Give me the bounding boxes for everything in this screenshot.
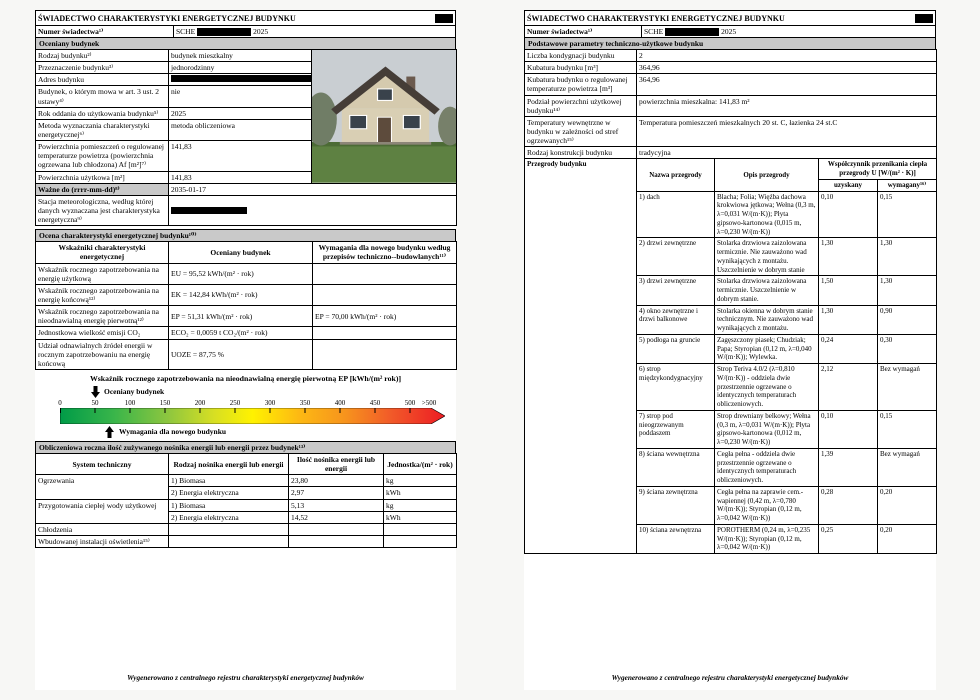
table-row — [36, 50, 457, 62]
document-title: ŚWIADECTWO CHARAKTERYSTYKI ENERGETYCZNEJ BUDYNKU — [38, 13, 296, 23]
validity-table — [35, 183, 457, 227]
amount-cell: 5,13 — [289, 499, 384, 511]
system-label: Przygotowania ciepłej wody użytkowej — [36, 499, 169, 523]
carrier-cell: 1) Biomasa — [169, 475, 289, 487]
field-value: 364,96 — [637, 62, 937, 74]
ep-scale — [35, 373, 456, 441]
field-value: budynek mieszkalny — [169, 50, 312, 62]
field-label: Metoda wyznaczania charakterystyki energetycznej⁶⁾ — [36, 119, 169, 140]
field-value: 364,96 — [637, 74, 937, 95]
u-achieved: 1,30 — [819, 238, 878, 276]
field-value: nie — [169, 86, 312, 107]
u-required: 1,30 — [878, 238, 937, 276]
certificate-number-year: 2025 — [721, 27, 737, 36]
u-required: 0,20 — [878, 524, 937, 553]
indicator-value: ECO₂ = 0,0059 t CO₂/(m² · rok) — [169, 327, 313, 339]
partition-name: 7) strop pod nieogrzewanym poddaszem — [637, 410, 715, 448]
u-required: 0,30 — [878, 334, 937, 363]
empty-cell — [384, 535, 457, 547]
field-label: Przeznaczenie budynku³⁾ — [36, 62, 169, 74]
field-label: Powierzchnia pomieszczeń o regulowanej temperaturze powietrza (powierzchnia ogrzewana lub chłodzona) Af [m²]⁷⁾ — [36, 141, 169, 171]
column-subheader: wymagany¹⁶⁾ — [878, 179, 937, 191]
tick-label: 150 — [159, 398, 171, 407]
table-row — [525, 74, 937, 95]
column-header: Rodzaj nośnika energii lub energii — [169, 453, 289, 474]
certificate-number-row — [35, 25, 456, 38]
table-row — [525, 147, 937, 159]
requirement-marker-up-arrow-icon — [105, 425, 114, 443]
column-header: Wskaźniki charakterystyki energetycznej — [36, 242, 169, 263]
unit-cell: kg — [384, 475, 457, 487]
table-row — [36, 183, 457, 195]
indicator-label: Jednostkowa wielkość emisji CO₂ — [36, 327, 169, 339]
field-label: Budynek, o którym mowa w art. 3 ust. 2 ustawy⁴⁾ — [36, 86, 169, 107]
tick-label: 500 — [404, 398, 416, 407]
column-header: Nazwa przegrody — [637, 159, 715, 191]
empty-cell — [289, 535, 384, 547]
certificate-number-prefix: SCHE — [644, 27, 664, 36]
weather-station-value — [169, 195, 457, 225]
table-row — [36, 523, 457, 535]
amount-cell: 23,80 — [289, 475, 384, 487]
partition-name: 5) podłoga na gruncie — [637, 334, 715, 363]
redaction-box — [915, 14, 933, 23]
building-info-table — [35, 49, 457, 184]
u-required: 1,30 — [878, 276, 937, 305]
document-title: ŚWIADECTWO CHARAKTERYSTYKI ENERGETYCZNEJ BUDYNKU — [527, 13, 785, 23]
u-required: 0,20 — [878, 486, 937, 524]
column-subheader: uzyskany — [819, 179, 878, 191]
certificate-page-1 — [35, 10, 456, 690]
indicator-requirement: EP = 70,00 kWh/(m² · rok) — [313, 306, 457, 327]
u-achieved: 1,30 — [819, 305, 878, 334]
indicator-value: EP = 51,31 kWh/(m² · rok) — [169, 306, 313, 327]
u-achieved: 1,50 — [819, 276, 878, 305]
indicator-requirement — [313, 327, 457, 339]
partition-description: Stolarka drzwiowa zaizolowana termicznie. Uszczelnienie w dobrym stanie. — [715, 276, 819, 305]
indicator-requirement — [313, 263, 457, 284]
partition-name: 10) ściana zewnętrzna — [637, 524, 715, 553]
indicator-label: Wskaźnik rocznego zapotrzebowania na energię końcową¹²⁾ — [36, 284, 169, 305]
u-required: 0,90 — [878, 305, 937, 334]
empty-cell — [169, 535, 289, 547]
indicator-requirement — [313, 339, 457, 369]
tick-label: >500 — [421, 398, 437, 407]
partition-name: 4) okno zewnętrzne i drzwi balkonowe — [637, 305, 715, 334]
partition-description: Strop drewniany belkowy; Wełna (0,3 m, λ=0,031 W/(m·K)); Płyta gipsowo-kartonowa (0,012 m, λ=0,230 W/(m·K)) — [715, 410, 819, 448]
partition-name: 1) dach — [637, 191, 715, 238]
partition-description: POROTHERM (0,24 m, λ=0,235 W/(m·K)); Styropian (0,12 m, λ=0,042 W/(m·K)) — [715, 524, 819, 553]
partition-description: Strop Teriva 4.0/2 (λ=0,810 W/(m·K)) - oddziela dwie przestrzennie ogrzewane o identycznych temperaturach obliczeniowych. — [715, 364, 819, 411]
u-achieved: 1,39 — [819, 448, 878, 486]
consumption-table — [35, 453, 457, 548]
u-required: Bez wymagań — [878, 364, 937, 411]
empty-cell — [384, 523, 457, 535]
table-row — [36, 499, 457, 511]
unit-cell: kWh — [384, 511, 457, 523]
table-row — [525, 159, 937, 180]
field-value: jednorodzinny — [169, 62, 312, 74]
u-achieved: 0,10 — [819, 410, 878, 448]
certificate-number-label: Numer świadectwa¹⁾ — [524, 25, 642, 38]
table-row — [36, 339, 457, 369]
tick-label: 450 — [369, 398, 381, 407]
table-row — [36, 453, 457, 474]
partition-description: Cegła pełna - oddziela dwie przestrzennie ogrzewane o identycznych temperaturach obliczeniowych. — [715, 448, 819, 486]
building-photo — [312, 50, 456, 183]
partition-name: 9) ściana zewnętrzna — [637, 486, 715, 524]
tick-label: 200 — [194, 398, 206, 407]
indicator-label: Wskaźnik rocznego zapotrzebowania na energię użytkową — [36, 263, 169, 284]
tick-label: 300 — [264, 398, 276, 407]
u-required: 0,15 — [878, 191, 937, 238]
certificate-number-prefix: SCHE — [176, 27, 196, 36]
field-label: Rodzaj budynku²⁾ — [36, 50, 169, 62]
table-row — [525, 95, 937, 116]
redaction-box — [435, 14, 453, 23]
unit-cell: kWh — [384, 487, 457, 499]
field-value: Temperatura pomieszczeń mieszkalnych 20 st. C, łazienka 24 st.C — [637, 116, 937, 146]
section-parameters-header: Podstawowe parametry techniczno-użytkowe budynku — [524, 37, 936, 50]
column-header: Jednostka/(m² · rok) — [384, 453, 457, 474]
partition-description: Stolarka drzwiowa zaizolowana termicznie. Nie zauważono wad wynikających z montażu. Uszczelnienie w dobrym stanie — [715, 238, 819, 276]
partition-name: 8) ściana wewnętrzna — [637, 448, 715, 486]
u-achieved: 0,24 — [819, 334, 878, 363]
unit-cell: kg — [384, 499, 457, 511]
table-row — [36, 242, 457, 263]
ep-scale-title: Wskaźnik rocznego zapotrzebowania na nieodnawialną energię pierwotną EP [kWh/(m² rok)] — [89, 373, 402, 383]
indicator-label: Wskaźnik rocznego zapotrzebowania na nieodnawialną energię pierwotną¹²⁾ — [36, 306, 169, 327]
column-header: Oceniany budynek — [169, 242, 313, 263]
table-row — [36, 195, 457, 225]
empty-cell — [289, 523, 384, 535]
certificate-number-label: Numer świadectwa¹⁾ — [35, 25, 174, 38]
parameters-table — [524, 49, 937, 159]
field-label: Rok oddania do użytkowania budynku⁵⁾ — [36, 107, 169, 119]
indicator-requirement — [313, 284, 457, 305]
assessment-table — [35, 241, 457, 370]
requirement-marker-label: Wymagania dla nowego budynku — [119, 426, 227, 436]
u-achieved: 0,25 — [819, 524, 878, 553]
field-value: 2025 — [169, 107, 312, 119]
weather-station-label: Stacja meteorologiczna, według której danych wyznaczana jest charakterystyka energetyczna⁹⁾ — [36, 195, 169, 225]
partition-description: Stolarka okienna w dobrym stanie technicznym. Nie zauważono wad wynikających z montażu. — [715, 305, 819, 334]
u-achieved: 2,12 — [819, 364, 878, 411]
field-value — [169, 74, 312, 86]
page-footer: Wygenerowano z centralnego rejestru charakterystyki energetycznej budynków — [127, 673, 364, 682]
u-achieved: 0,10 — [819, 191, 878, 238]
valid-until-value: 2035-01-17 — [169, 183, 457, 195]
certificate-number-value — [642, 25, 936, 38]
carrier-cell: 1) Biomasa — [169, 499, 289, 511]
section-building-header: Oceniany budynek — [35, 37, 456, 50]
envelope-table — [524, 158, 937, 554]
field-value: powierzchnia mieszkalna: 141,83 m² — [637, 95, 937, 116]
partition-name: 6) strop międzykondygnacyjny — [637, 364, 715, 411]
certificate-number-year: 2025 — [253, 27, 269, 36]
u-required: Bez wymagań — [878, 448, 937, 486]
column-header: System techniczny — [36, 453, 169, 474]
section-assessment-header: Ocena charakterystyki energetycznej budynku¹⁰⁾ — [35, 229, 456, 242]
section-consumption-header: Obliczeniowa roczna ilość zużywanego nośnika energii lub energii przez budynek¹³⁾ — [35, 441, 456, 454]
partition-description: Cegła pełna na zaprawie cem.-wapiennej (0,42 m, λ=0,780 W/(m·K)); Styropian (0,12 m, λ=0,042 W/(m·K)) — [715, 486, 819, 524]
envelope-section-label: Przegrody budynku — [525, 159, 637, 554]
partition-name: 3) drzwi zewnętrzne — [637, 276, 715, 305]
indicator-label: Udział odnawialnych źródeł energii w rocznym zapotrzebowaniu na energię końcową — [36, 339, 169, 369]
redaction-box — [171, 207, 247, 214]
tick-label: 0 — [58, 398, 62, 407]
u-required: 0,15 — [878, 410, 937, 448]
amount-cell: 14,52 — [289, 511, 384, 523]
certificate-number-value — [174, 25, 456, 38]
certificate-number-row — [524, 25, 936, 38]
building-photo-cell — [312, 50, 457, 184]
system-label: Chłodzenia — [36, 523, 169, 535]
field-label: Podział powierzchni użytkowej budynku¹⁴⁾ — [525, 95, 637, 116]
redaction-box — [171, 75, 329, 82]
certificate-page-2 — [524, 10, 936, 690]
tick-label: 350 — [299, 398, 311, 407]
building-marker-label: Oceniany budynek — [104, 386, 165, 396]
indicator-value: EK = 142,84 kWh/(m² · rok) — [169, 284, 313, 305]
page-footer: Wygenerowano z centralnego rejestru charakterystyki energetycznej budynków — [611, 673, 849, 682]
column-header: Ilość nośnika energii lub energii — [289, 453, 384, 474]
field-label: Rodzaj konstrukcji budynku — [525, 147, 637, 159]
partition-description: Blacha; Folia; Więźba dachowa krokwiowa jętkowa; Wełna (0,3 m, λ=0,031 W/(m·K)); Płyta gipsowo-kartonowa (0,015 m, λ=0,230 W/(m·K)) — [715, 191, 819, 238]
amount-cell: 2,97 — [289, 487, 384, 499]
indicator-value: EU = 95,52 kWh/(m² · rok) — [169, 263, 313, 284]
table-row — [36, 327, 457, 339]
carrier-cell: 2) Energia elektryczna — [169, 487, 289, 499]
tick-label: 100 — [124, 398, 136, 407]
field-value: metoda obliczeniowa — [169, 119, 312, 140]
field-value: 2 — [637, 50, 937, 62]
column-header: Opis przegrody — [715, 159, 819, 191]
field-value: 141,83 — [169, 171, 312, 183]
partition-name: 2) drzwi zewnętrzne — [637, 238, 715, 276]
table-row — [525, 62, 937, 74]
carrier-cell: 2) Energia elektryczna — [169, 511, 289, 523]
redaction-box — [197, 28, 251, 36]
table-row — [36, 263, 457, 284]
system-label: Wbudowanej instalacji oświetlenia¹⁵⁾ — [36, 535, 169, 547]
tick-label: 400 — [334, 398, 346, 407]
system-label: Ogrzewania — [36, 475, 169, 499]
column-header: Wymagania dla nowego budynku według przepisów techniczno--budowlanych¹¹⁾ — [313, 242, 457, 263]
ep-gradient-bar — [60, 408, 445, 429]
empty-cell — [169, 523, 289, 535]
redaction-box — [665, 28, 719, 36]
u-achieved: 0,28 — [819, 486, 878, 524]
indicator-value: UOZE = 87,75 % — [169, 339, 313, 369]
field-label: Temperatury wewnętrzne w budynku w zależności od stref ogrzewanych¹⁵⁾ — [525, 116, 637, 146]
tick-label: 250 — [229, 398, 241, 407]
table-row — [525, 116, 937, 146]
field-label: Powierzchnia użytkowa [m²] — [36, 171, 169, 183]
field-label: Adres budynku — [36, 74, 169, 86]
table-row — [525, 50, 937, 62]
valid-until-label: Ważne do (rrrr-mm-dd)⁸⁾ — [36, 183, 169, 195]
table-row — [36, 475, 457, 487]
table-row — [36, 306, 457, 327]
tick-label: 50 — [91, 398, 99, 407]
column-header: Współczynnik przenikania ciepła przegrody U [W/(m² · K)] — [819, 159, 937, 180]
field-label: Liczba kondygnacji budynku — [525, 50, 637, 62]
ep-scale-ticks — [60, 399, 445, 407]
field-label: Kubatura budynku [m³] — [525, 62, 637, 74]
partition-description: Zagęszczony piasek; Chudziak; Papa; Styropian (0,12 m, λ=0,040 W/(m·K)); Wylewka. — [715, 334, 819, 363]
field-value: tradycyjna — [637, 147, 937, 159]
field-label: Kubatura budynku o regulowanej temperaturze powietrza [m³] — [525, 74, 637, 95]
document-header — [35, 10, 456, 26]
field-value: 141,83 — [169, 141, 312, 171]
table-row — [36, 284, 457, 305]
table-row — [36, 535, 457, 547]
document-header — [524, 10, 936, 26]
